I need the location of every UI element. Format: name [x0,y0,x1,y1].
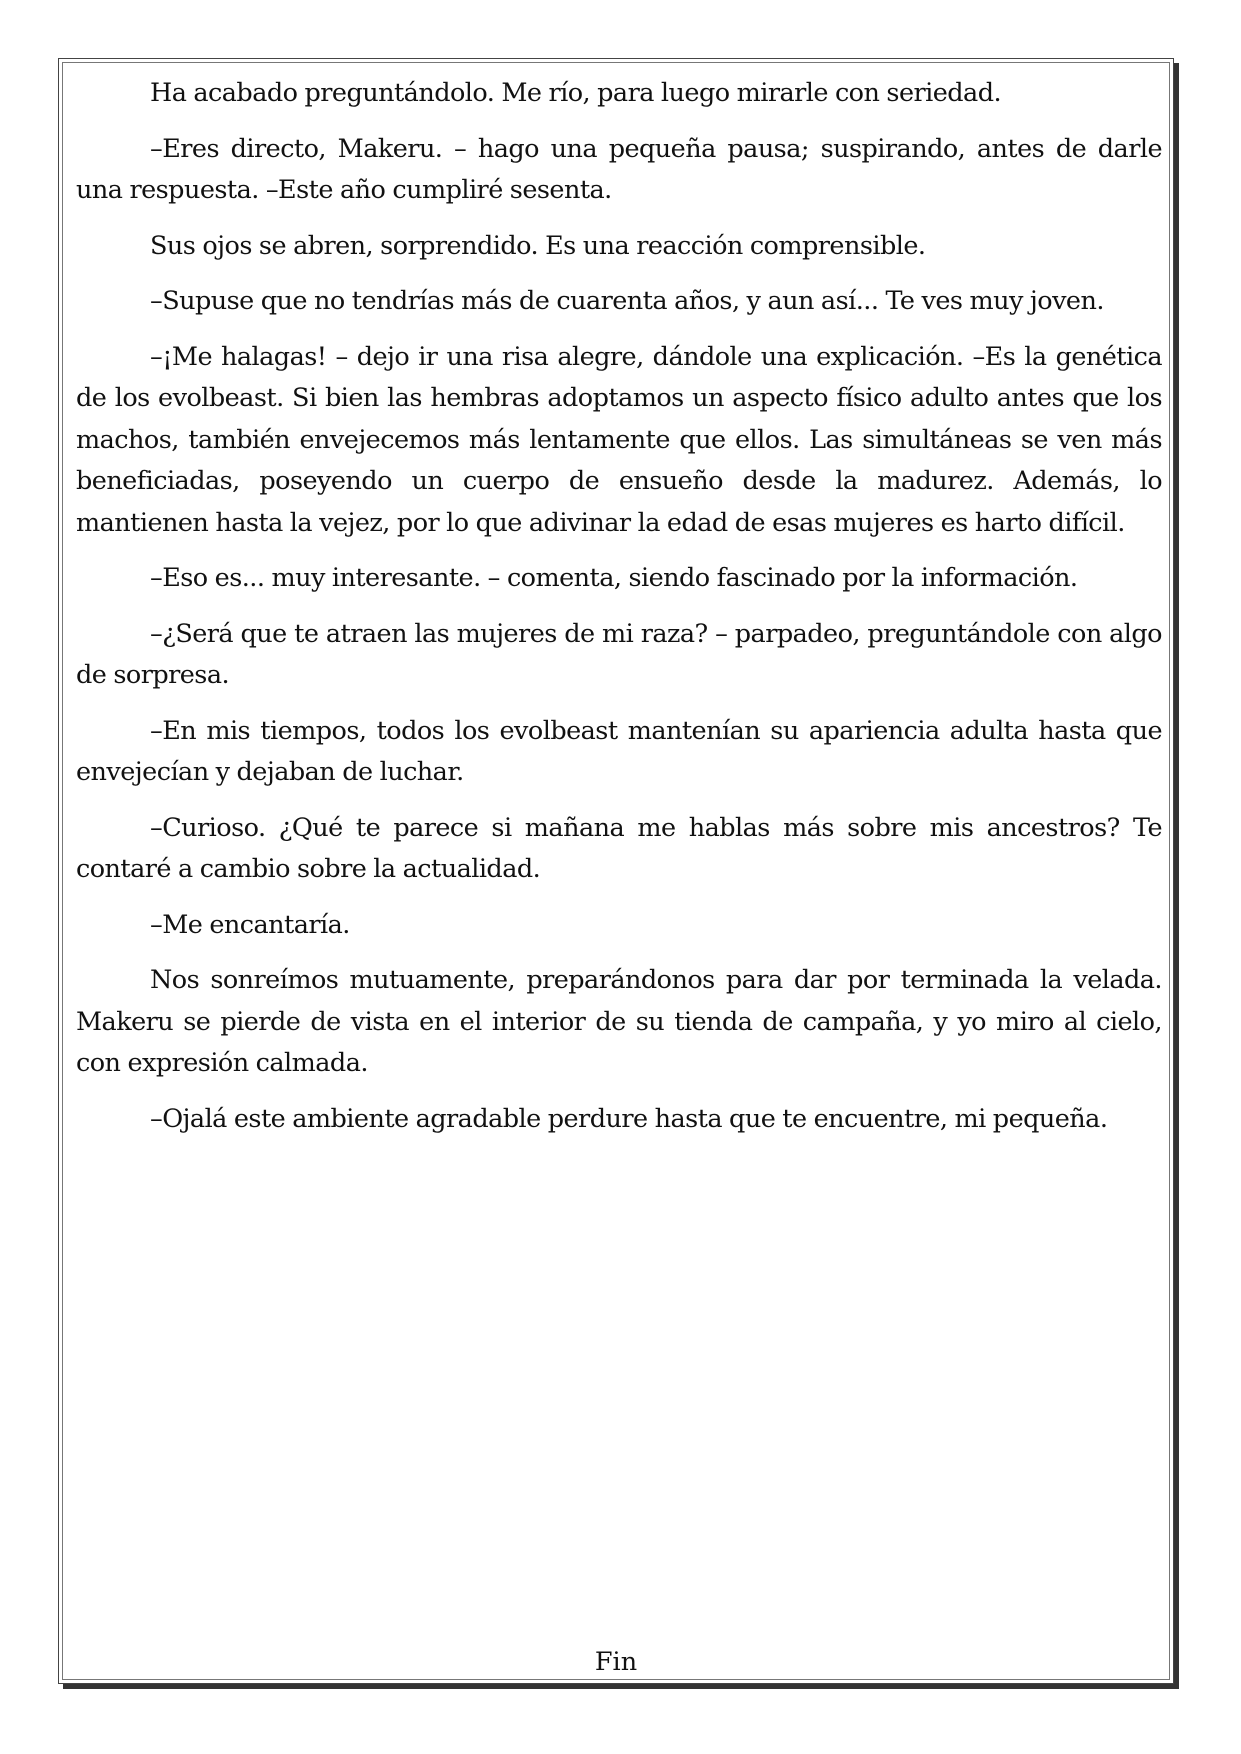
paragraph: –Ojalá este ambiente agradable perdure hasta que te encuentre, mi pequeña. [150,1103,1108,1134]
paragraph: –Me encantaría. [150,909,350,940]
paragraph: Ha acabado preguntándolo. Me río, para luego mirarle con seriedad. [150,78,1002,108]
paragraph: –¿Será que te atraen las mujeres de mi raza? – parpadeo, preguntándole con algo de sorpresa. [76,618,1162,690]
page-frame [58,58,1174,1684]
paragraph: –En mis tiempos, todos los evolbeast mantenían su apariencia adulta hasta que envejecían y dejaban de luchar. [76,715,1162,787]
paragraph: –¡Me halagas! – dejo ir una risa alegre, dándole una explicación. –Es la genética de los evolbeast. Si bien las hembras adoptamos un aspecto físico adulto antes que los machos, también envejecemos más lentamente que ellos. Las simultáneas se ven más beneficiadas, poseyendo un cuerpo de ensueño desde la madurez. Además, lo mantienen hasta la vejez, por lo que adivinar la edad de esas mujeres es harto difícil. [76,341,1162,538]
paragraph: –Supuse que no tendrías más de cuarenta años, y aun así... Te ves muy joven. [150,286,1104,316]
paragraph: –Eres directo, Makeru. – hago una pequeña pausa; suspirando, antes de darle una respuesta. –Este año cumpliré sesenta. [76,133,1162,205]
paragraph: –Eso es... muy interesante. – comenta, siendo fascinado por la información. [150,563,1078,593]
paragraph: –Curioso. ¿Qué te parece si mañana me hablas más sobre mis ancestros? Te contaré a cambio sobre la actualidad. [76,812,1162,884]
paragraph: Sus ojos se abren, sorprendido. Es una reacción comprensible. [150,230,926,261]
paragraph: Nos sonreímos mutuamente, preparándonos para dar por terminada la velada. Makeru se pierde de vista en el interior de su tienda de campaña, y yo miro al cielo, con expresión calmada. [76,965,1162,1078]
end-label: Fin [594,1647,638,1677]
text-body [76,73,1162,1154]
